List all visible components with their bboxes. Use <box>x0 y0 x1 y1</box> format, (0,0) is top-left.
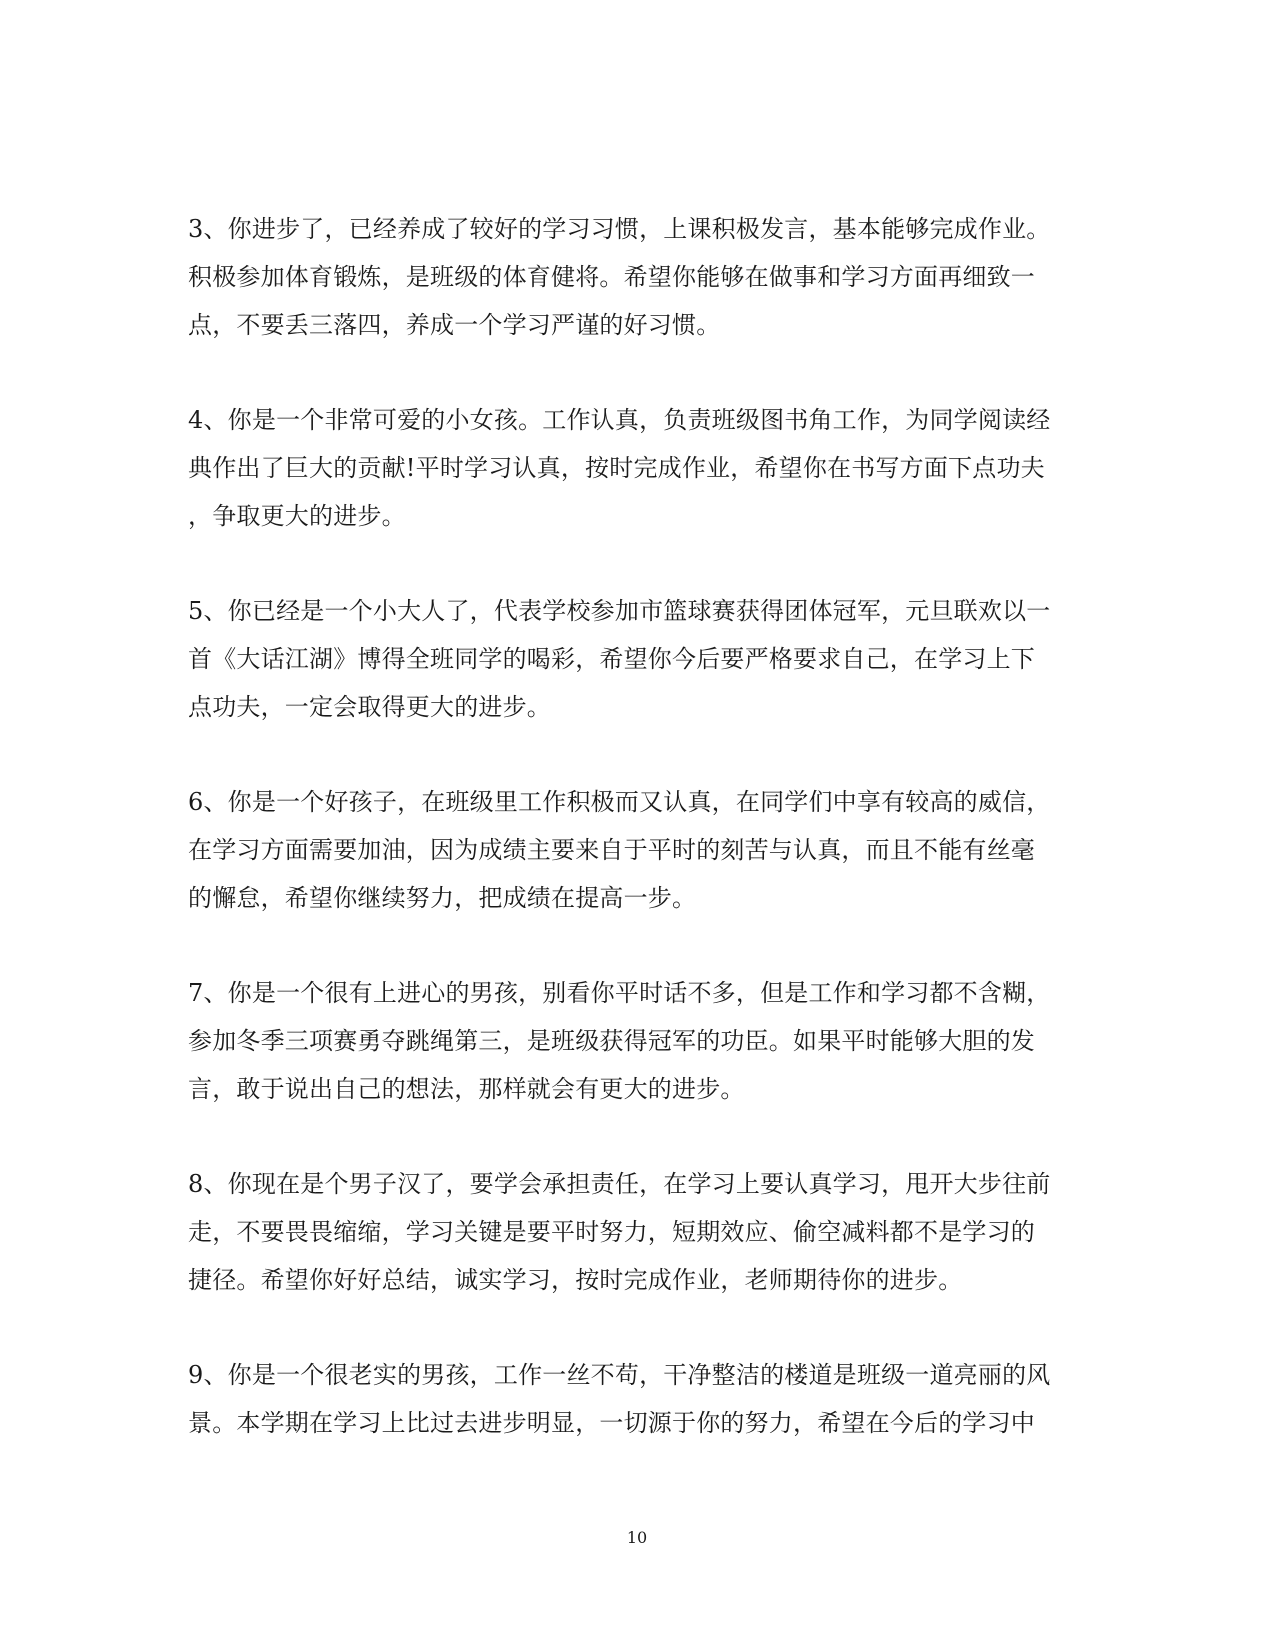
comment-paragraph-5 <box>188 587 1088 731</box>
paragraph-line: 走，不要畏畏缩缩，学习关键是要平时努力，短期效应、偷空减料都不是学习的 <box>188 1218 1035 1246</box>
comment-paragraph-6 <box>188 778 1088 922</box>
paragraph-line: 5、你已经是一个小大人了，代表学校参加市篮球赛获得团体冠军，元旦联欢以一 <box>188 597 1051 625</box>
paragraph-line: 6、你是一个好孩子，在班级里工作积极而又认真，在同学们中享有较高的威信， <box>188 788 1051 816</box>
paragraph-line: 积极参加体育锻炼，是班级的体育健将。希望你能够在做事和学习方面再细致一 <box>188 263 1035 291</box>
paragraph-line: 的懈怠，希望你继续努力，把成绩在提高一步。 <box>188 884 697 912</box>
paragraph-line: 参加冬季三项赛勇夺跳绳第三，是班级获得冠军的功臣。如果平时能够大胆的发 <box>188 1027 1035 1055</box>
paragraph-line: 首《大话江湖》博得全班同学的喝彩，希望你今后要严格要求自己，在学习上下 <box>188 645 1035 673</box>
paragraph-line: 9、你是一个很老实的男孩，工作一丝不苟，干净整洁的楼道是班级一道亮丽的风 <box>188 1361 1051 1389</box>
paragraph-line: 点，不要丢三落四，养成一个学习严谨的好习惯。 <box>188 311 721 339</box>
comment-paragraph-7 <box>188 969 1088 1113</box>
paragraph-line: ，争取更大的进步。 <box>188 502 406 530</box>
comment-paragraph-9 <box>188 1351 1088 1447</box>
paragraph-line: 典作出了巨大的贡献!平时学习认真，按时完成作业，希望你在书写方面下点功夫 <box>188 454 1045 482</box>
paragraph-line: 7、你是一个很有上进心的男孩，别看你平时话不多，但是工作和学习都不含糊， <box>188 979 1051 1007</box>
comment-paragraph-8 <box>188 1160 1088 1304</box>
paragraph-line: 8、你现在是个男子汉了，要学会承担责任，在学习上要认真学习，甩开大步往前 <box>188 1170 1051 1198</box>
document-body <box>188 205 1088 1494</box>
paragraph-line: 在学习方面需要加油，因为成绩主要来自于平时的刻苦与认真，而且不能有丝毫 <box>188 836 1035 864</box>
paragraph-line: 4、你是一个非常可爱的小女孩。工作认真，负责班级图书角工作，为同学阅读经 <box>188 406 1051 434</box>
comment-paragraph-3 <box>188 205 1088 349</box>
comment-paragraph-4 <box>188 396 1088 540</box>
paragraph-line: 景。本学期在学习上比过去进步明显，一切源于你的努力，希望在今后的学习中 <box>188 1409 1035 1437</box>
page-number: 10 <box>626 1528 648 1547</box>
paragraph-line: 点功夫，一定会取得更大的进步。 <box>188 693 551 721</box>
paragraph-line: 言，敢于说出自己的想法，那样就会有更大的进步。 <box>188 1075 745 1103</box>
paragraph-line: 捷径。希望你好好总结，诚实学习，按时完成作业，老师期待你的进步。 <box>188 1266 963 1294</box>
paragraph-line: 3、你进步了，已经养成了较好的学习习惯，上课积极发言，基本能够完成作业。 <box>188 215 1051 243</box>
